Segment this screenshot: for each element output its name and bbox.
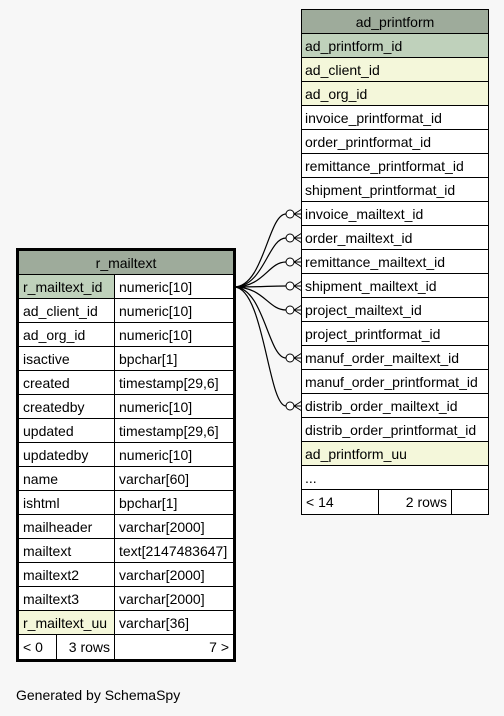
column-name: ishtml [19, 491, 115, 514]
column-row[interactable] [19, 563, 233, 587]
column-name: manuf_order_mailtext_id [305, 349, 460, 366]
column-name: remittance_printformat_id [305, 157, 464, 174]
column-type: bpchar[1] [119, 350, 178, 367]
column-type: numeric[10] [119, 278, 193, 295]
column-name: mailheader [19, 515, 115, 538]
column-name: ... [305, 469, 317, 486]
column-name: ad_client_id [19, 299, 115, 322]
generated-by-label: Generated by SchemaSpy [16, 687, 181, 703]
table-footer [302, 490, 488, 514]
column-row[interactable] [302, 130, 488, 154]
column-row[interactable] [302, 82, 488, 106]
column-name: ad_org_id [19, 323, 115, 346]
relationship-line [234, 287, 286, 358]
column-name: ad_printform_uu [305, 445, 407, 462]
column-name: distrib_order_mailtext_id [305, 397, 458, 414]
column-row[interactable] [302, 34, 488, 58]
column-row[interactable] [302, 154, 488, 178]
column-name: shipment_mailtext_id [305, 277, 437, 294]
children-count[interactable] [452, 490, 488, 514]
column-row[interactable] [19, 443, 233, 467]
column-type: varchar[60] [119, 470, 190, 487]
children-count[interactable]: 7 > [209, 639, 229, 655]
parents-count[interactable]: < 0 [19, 635, 57, 659]
column-row[interactable] [19, 299, 233, 323]
table-title[interactable]: r_mailtext [19, 251, 233, 275]
column-row[interactable] [302, 274, 488, 298]
column-name: updatedby [19, 443, 115, 466]
column-name: updated [19, 419, 115, 442]
column-row[interactable] [19, 587, 233, 611]
column-type: timestamp[29,6] [119, 422, 219, 439]
column-name: created [19, 371, 115, 394]
column-name: mailtext [19, 539, 115, 562]
relationship-line [234, 262, 286, 287]
optional-circle-marker [286, 282, 294, 290]
table-footer [19, 635, 233, 659]
column-row[interactable] [302, 346, 488, 370]
column-row[interactable] [302, 370, 488, 394]
column-row[interactable] [19, 491, 233, 515]
column-name: invoice_mailtext_id [305, 205, 424, 222]
column-row[interactable] [302, 394, 488, 418]
table-title[interactable]: ad_printform [302, 10, 488, 34]
column-type: text[2147483647] [119, 542, 228, 559]
column-name: order_mailtext_id [305, 229, 413, 246]
column-name: name [19, 467, 115, 490]
column-row[interactable] [19, 371, 233, 395]
column-type: varchar[2000] [119, 566, 205, 583]
column-name: r_mailtext_id [19, 275, 115, 298]
column-row[interactable] [302, 106, 488, 130]
column-type: timestamp[29,6] [119, 374, 219, 391]
column-row[interactable] [19, 611, 233, 635]
column-row[interactable] [302, 58, 488, 82]
column-row[interactable] [302, 202, 488, 226]
column-row[interactable] [19, 275, 233, 299]
table-r-mailtext[interactable] [16, 248, 236, 662]
optional-circle-marker [286, 234, 294, 242]
column-name: shipment_printformat_id [305, 181, 456, 198]
column-row[interactable] [19, 323, 233, 347]
optional-circle-marker [286, 402, 294, 410]
column-row[interactable] [19, 539, 233, 563]
column-name: project_printformat_id [305, 325, 441, 342]
column-type: varchar[2000] [119, 590, 205, 607]
column-row[interactable] [302, 466, 488, 490]
column-name: mailtext2 [19, 563, 115, 586]
column-row[interactable] [19, 515, 233, 539]
row-count: 2 rows [379, 490, 452, 514]
column-row[interactable] [302, 442, 488, 466]
column-row[interactable] [19, 395, 233, 419]
optional-circle-marker [286, 306, 294, 314]
column-row[interactable] [19, 467, 233, 491]
column-name: isactive [19, 347, 115, 370]
column-row[interactable] [302, 298, 488, 322]
column-name: mailtext3 [19, 587, 115, 610]
column-name: invoice_printformat_id [305, 109, 442, 126]
column-name: ad_org_id [305, 85, 368, 102]
column-name: remittance_mailtext_id [305, 253, 446, 270]
relationship-line [234, 287, 286, 406]
column-type: varchar[36] [119, 614, 190, 631]
column-type: varchar[2000] [119, 518, 205, 535]
table-ad-printform[interactable] [301, 9, 489, 515]
column-row[interactable] [302, 178, 488, 202]
row-count: 3 rows [57, 635, 115, 659]
optional-circle-marker [286, 258, 294, 266]
column-name: project_mailtext_id [305, 301, 422, 318]
column-row[interactable] [302, 418, 488, 442]
column-row[interactable] [302, 226, 488, 250]
column-name: distrib_order_printformat_id [305, 421, 477, 438]
parents-count[interactable]: < 14 [302, 490, 379, 514]
column-name: manuf_order_printformat_id [305, 373, 478, 390]
column-name: ad_printform_id [305, 37, 403, 54]
column-type: numeric[10] [119, 446, 193, 463]
column-name: createdby [19, 395, 115, 418]
optional-circle-marker [286, 354, 294, 362]
column-type: numeric[10] [119, 326, 193, 343]
column-row[interactable] [19, 347, 233, 371]
column-type: numeric[10] [119, 302, 193, 319]
column-row[interactable] [302, 322, 488, 346]
column-name: r_mailtext_uu [19, 611, 115, 634]
column-type: numeric[10] [119, 398, 193, 415]
column-row[interactable] [19, 419, 233, 443]
column-name: ad_client_id [305, 61, 380, 78]
column-name: order_printformat_id [305, 133, 432, 150]
column-type: bpchar[1] [119, 494, 178, 511]
optional-circle-marker [286, 210, 294, 218]
relationship-line [234, 214, 286, 287]
column-row[interactable] [302, 250, 488, 274]
